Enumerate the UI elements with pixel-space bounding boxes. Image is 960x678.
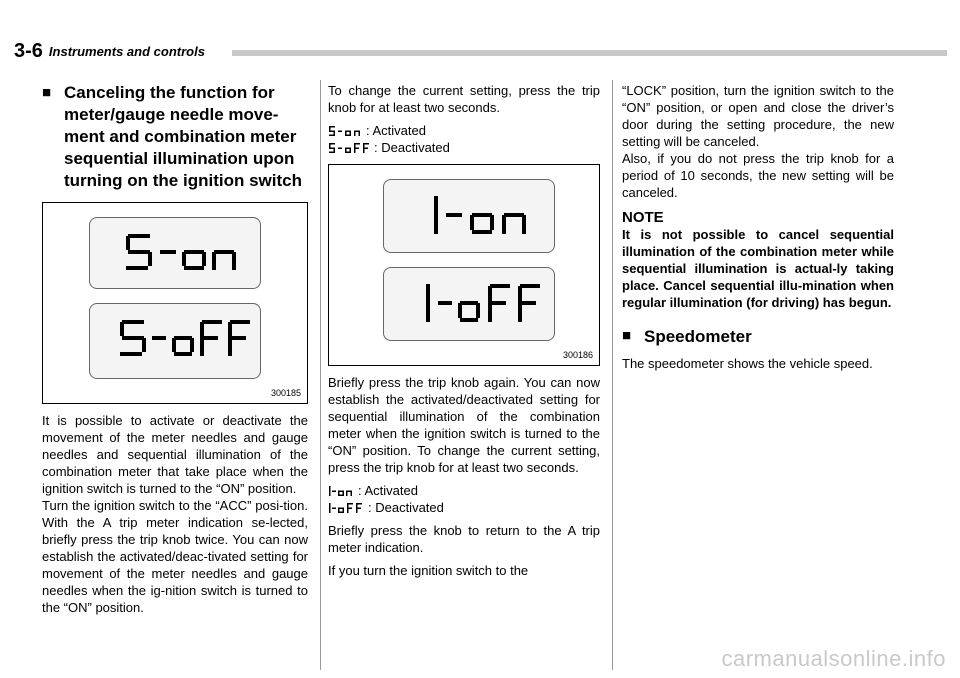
- lcd-readout-1-off: [384, 268, 554, 340]
- legend-list-2: [328, 482, 600, 516]
- paragraph: Briefly press the knob to return to the A trip meter indication.: [328, 523, 600, 555]
- heading-bullet: ■: [622, 327, 632, 344]
- figure-300185: [42, 202, 308, 404]
- lcd-display-top: [383, 179, 555, 253]
- note-heading: NOTE: [622, 209, 664, 226]
- section-title: Instruments and controls: [48, 43, 205, 59]
- section-heading: [622, 327, 894, 347]
- paragraph: Also, if you do not press the trip knob for a period of 10 seconds, the new setting will be canceled.: [622, 151, 894, 200]
- lcd-readout-1-on: [384, 180, 554, 252]
- right-column: [622, 82, 894, 372]
- legend-text: : Activated: [358, 483, 418, 498]
- paragraph: It is possible to activate or deactivate the movement of the meter needles and gauge needles and sequential illumination of the combination meter that take place when the ignition switch is turned to the “ON” position.: [42, 413, 308, 496]
- section-heading: [42, 82, 308, 192]
- legend-item: [328, 499, 600, 516]
- paragraph: Briefly press the trip knob again. You can now establish the activated/deactivated setting for sequential illumination of the combination meter when the ignition switch is turned to the “ON” position. To change the current setting, press the trip knob for at least two seconds.: [328, 375, 600, 475]
- legend-text: : Deactivated: [374, 140, 450, 155]
- header-rule: [232, 50, 947, 56]
- legend-item: [328, 122, 600, 139]
- paragraph: If you turn the ignition switch to the: [328, 563, 529, 578]
- figure-code: 300186: [562, 350, 593, 360]
- legend-text: : Deactivated: [368, 500, 444, 515]
- heading-bullet: ■: [42, 84, 52, 101]
- paragraph: The speedometer shows the vehicle speed.: [622, 356, 873, 371]
- heading-text: Canceling the function for meter/gauge needle move-ment and combination meter sequential illumination upon turning on the ignition switch: [64, 83, 302, 190]
- paragraph: To change the current setting, press the trip knob for at least two seconds.: [328, 83, 600, 115]
- page-number: 3-6: [14, 39, 43, 62]
- lcd-readout-5-off: [90, 304, 260, 378]
- heading-text: Speedometer: [644, 327, 752, 346]
- lcd-symbol-1-on: [328, 485, 354, 497]
- legend-list-1: [328, 122, 600, 156]
- paragraph: Turn the ignition switch to the “ACC” posi-tion. With the A trip meter indication se-lected, briefly press the trip knob twice. You can now establish the activated/deac-tivated setting for movement of the meter needles and gauge needles when the ig-nition switch is turned to the “ON” position.: [42, 498, 308, 615]
- note-body: It is not possible to cancel sequential illumination of the combination meter while sequential illumination is actual-ly taking place. Cancel sequential illu-mination when regular illumination (for driving) has begun.: [622, 227, 894, 310]
- lcd-display-bottom: [89, 303, 261, 379]
- legend-item: [328, 139, 600, 156]
- middle-column: [328, 82, 600, 579]
- column-divider-1: [320, 80, 321, 670]
- legend-text: : Activated: [366, 123, 426, 138]
- figure-code: 300185: [270, 388, 301, 398]
- lcd-display-top: [89, 217, 261, 289]
- watermark: carmanualsonline.info: [721, 646, 946, 671]
- column-divider-2: [612, 80, 613, 670]
- lcd-readout-5-on: [90, 218, 260, 288]
- left-column: [42, 82, 308, 616]
- figure-300186: [328, 164, 600, 366]
- page-header: [14, 40, 205, 62]
- lcd-display-bottom: [383, 267, 555, 341]
- lcd-symbol-1-off: [328, 502, 364, 514]
- paragraph: “LOCK” position, turn the ignition switch to the “ON” position, or open and close the driver’s door during the setting procedure, the new setting will be canceled.: [622, 83, 894, 149]
- lcd-symbol-5-on: [328, 125, 362, 137]
- lcd-symbol-5-off: [328, 142, 370, 154]
- legend-item: [328, 482, 600, 499]
